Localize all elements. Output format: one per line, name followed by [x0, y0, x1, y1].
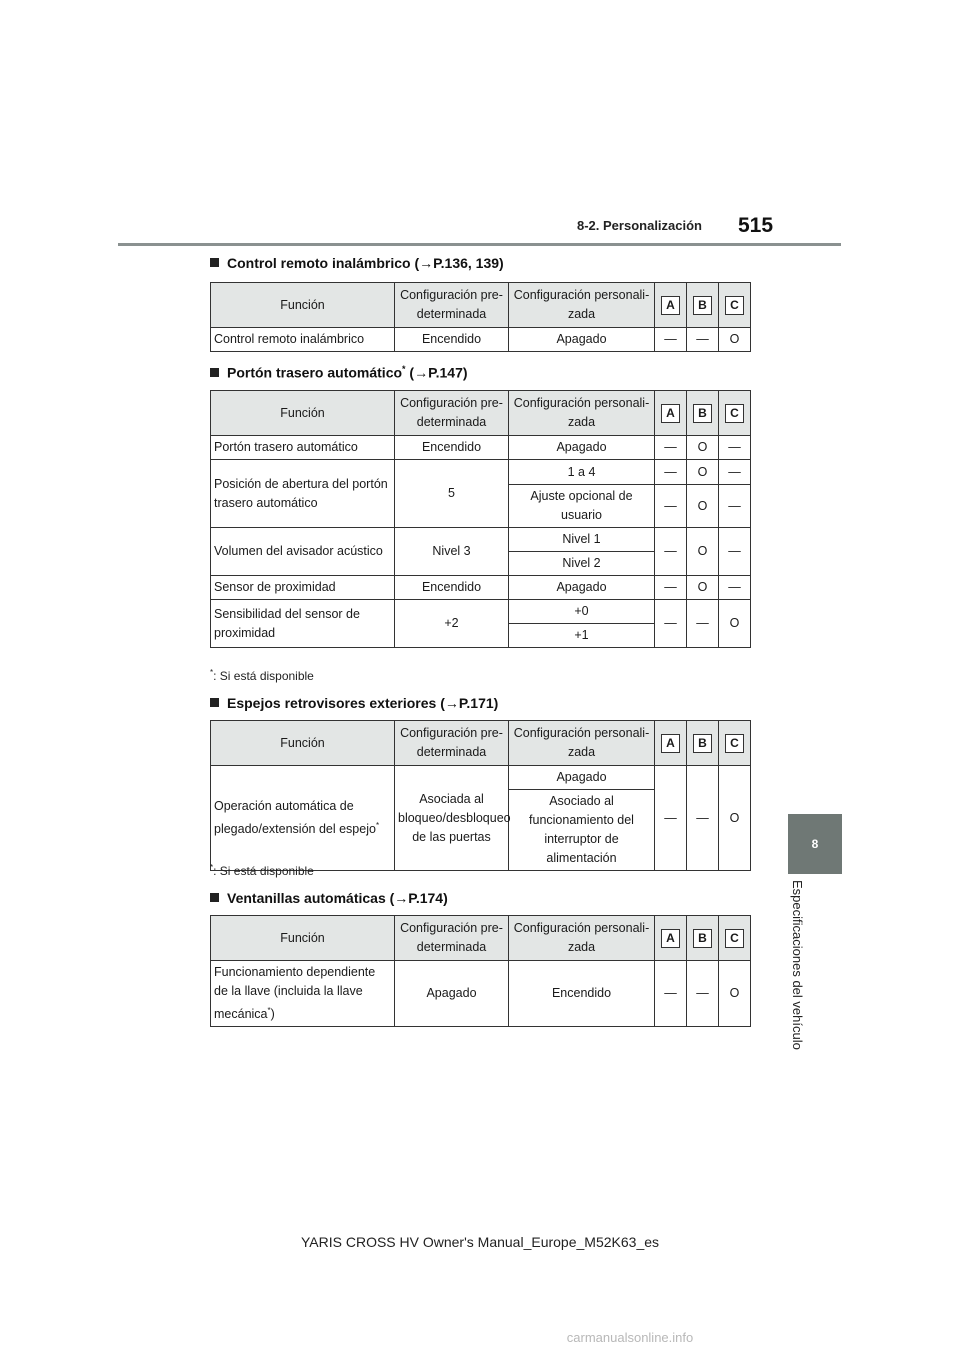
cell-b: O	[687, 485, 719, 528]
badge-a: A	[661, 404, 680, 423]
badge-b: B	[693, 404, 712, 423]
table-mirrors	[210, 720, 751, 871]
cell-function: Volumen del avisador acústico	[211, 528, 395, 576]
header-section: 8-2. Personalización	[577, 218, 702, 233]
cell-function: Funcionamiento dependiente de la llave (incluida la llave mecánica*)	[211, 961, 395, 1027]
cell-c: O	[719, 766, 751, 871]
footnote: *: Si está disponible	[210, 863, 314, 878]
watermark[interactable]: carmanualsonline.info	[566, 1330, 694, 1345]
cell-function: Posición de abertura del portón trasero automático	[211, 460, 395, 528]
col-c	[719, 391, 751, 436]
badge-b: B	[693, 734, 712, 753]
bullet-square-icon	[210, 893, 219, 902]
footer-manual-id: YARIS CROSS HV Owner's Manual_Europe_M52K63_es	[300, 1234, 660, 1250]
cell-default: Encendido	[395, 328, 509, 352]
col-b	[687, 721, 719, 766]
col-personalizada: Configuración personali-zada	[509, 721, 655, 766]
bullet-square-icon	[210, 368, 219, 377]
col-funcion: Función	[211, 391, 395, 436]
cell-function: Sensor de proximidad	[211, 576, 395, 600]
cell-c: —	[719, 460, 751, 485]
cell-a: —	[655, 485, 687, 528]
cell-function: Operación automática de plegado/extensión del espejo*	[211, 766, 395, 871]
badge-a: A	[661, 734, 680, 753]
cell-b: —	[687, 766, 719, 871]
cell-a: —	[655, 528, 687, 576]
cell-a: —	[655, 576, 687, 600]
cell-custom: Asociado al funcionamiento del interruptor de alimentación	[509, 790, 655, 871]
col-c	[719, 916, 751, 961]
cell-custom: +0	[509, 600, 655, 624]
cell-b: —	[687, 328, 719, 352]
col-predeterminada: Configuración pre-determinada	[395, 391, 509, 436]
table-header-row	[211, 916, 751, 961]
col-b	[687, 283, 719, 328]
col-b	[687, 916, 719, 961]
col-predeterminada: Configuración pre-determinada	[395, 721, 509, 766]
table-windows	[210, 915, 751, 1027]
cell-a: —	[655, 460, 687, 485]
cell-b: —	[687, 961, 719, 1027]
table-row	[211, 961, 751, 1027]
chapter-side-title: Especificaciones del vehículo	[790, 880, 805, 1050]
col-personalizada: Configuración personali-zada	[509, 916, 655, 961]
table-header-row	[211, 721, 751, 766]
cell-custom: Nivel 2	[509, 552, 655, 576]
cell-custom: Nivel 1	[509, 528, 655, 552]
col-a	[655, 721, 687, 766]
section-title-mirrors: Espejos retrovisores exteriores (→P.171)	[210, 695, 498, 711]
cell-c: O	[719, 961, 751, 1027]
badge-a: A	[661, 296, 680, 315]
cell-default: +2	[395, 600, 509, 648]
cell-custom: 1 a 4	[509, 460, 655, 485]
badge-c: C	[725, 296, 744, 315]
badge-b: B	[693, 929, 712, 948]
cell-c: O	[719, 600, 751, 648]
table-row	[211, 460, 751, 485]
section-title-tailgate: Portón trasero automático* (→P.147)	[210, 364, 468, 381]
col-a	[655, 916, 687, 961]
badge-a: A	[661, 929, 680, 948]
col-personalizada: Configuración personali-zada	[509, 283, 655, 328]
col-a	[655, 391, 687, 436]
chapter-number: 8	[811, 837, 819, 851]
cell-default: Asociada al bloqueo/desbloqueo de las puertas	[395, 766, 509, 871]
cell-custom: Ajuste opcional de usuario	[509, 485, 655, 528]
table-header-row	[211, 391, 751, 436]
col-b	[687, 391, 719, 436]
cell-custom: +1	[509, 624, 655, 648]
cell-b: —	[687, 600, 719, 648]
footer	[0, 1234, 960, 1345]
bullet-square-icon	[210, 258, 219, 267]
col-predeterminada: Configuración pre-determinada	[395, 283, 509, 328]
table-row	[211, 766, 751, 790]
cell-a: —	[655, 961, 687, 1027]
cell-c: —	[719, 576, 751, 600]
cell-default: Encendido	[395, 576, 509, 600]
badge-c: C	[725, 929, 744, 948]
header-rule	[118, 243, 841, 246]
cell-default: 5	[395, 460, 509, 528]
badge-c: C	[725, 734, 744, 753]
cell-function: Portón trasero automático	[211, 436, 395, 460]
col-funcion: Función	[211, 916, 395, 961]
cell-default: Apagado	[395, 961, 509, 1027]
cell-c: O	[719, 328, 751, 352]
bullet-square-icon	[210, 698, 219, 707]
cell-a: —	[655, 766, 687, 871]
section-title-windows: Ventanillas automáticas (→P.174)	[210, 890, 448, 906]
table-row	[211, 600, 751, 624]
cell-default: Encendido	[395, 436, 509, 460]
cell-a: —	[655, 328, 687, 352]
table-row	[211, 328, 751, 352]
col-personalizada: Configuración personali-zada	[509, 391, 655, 436]
chapter-tab[interactable]	[788, 814, 842, 874]
table-row	[211, 436, 751, 460]
cell-a: —	[655, 600, 687, 648]
cell-custom: Apagado	[509, 766, 655, 790]
cell-custom: Apagado	[509, 576, 655, 600]
section-title-remote: Control remoto inalámbrico (→P.136, 139)	[210, 255, 504, 271]
badge-b: B	[693, 296, 712, 315]
cell-c: —	[719, 485, 751, 528]
cell-b: O	[687, 576, 719, 600]
footnote: *: Si está disponible	[210, 668, 314, 683]
cell-b: O	[687, 460, 719, 485]
table-remote	[210, 282, 751, 352]
cell-c: —	[719, 436, 751, 460]
col-funcion: Función	[211, 721, 395, 766]
page-number: 515	[738, 214, 774, 237]
cell-custom: Encendido	[509, 961, 655, 1027]
cell-a: —	[655, 436, 687, 460]
col-funcion: Función	[211, 283, 395, 328]
cell-function: Control remoto inalámbrico	[211, 328, 395, 352]
cell-default: Nivel 3	[395, 528, 509, 576]
cell-b: O	[687, 436, 719, 460]
cell-custom: Apagado	[509, 328, 655, 352]
table-header-row	[211, 283, 751, 328]
cell-c: —	[719, 528, 751, 576]
table-row	[211, 576, 751, 600]
table-row	[211, 528, 751, 552]
col-a	[655, 283, 687, 328]
col-c	[719, 283, 751, 328]
col-predeterminada: Configuración pre-determinada	[395, 916, 509, 961]
cell-function: Sensibilidad del sensor de proximidad	[211, 600, 395, 648]
cell-custom: Apagado	[509, 436, 655, 460]
col-c	[719, 721, 751, 766]
table-tailgate	[210, 390, 751, 648]
cell-b: O	[687, 528, 719, 576]
badge-c: C	[725, 404, 744, 423]
